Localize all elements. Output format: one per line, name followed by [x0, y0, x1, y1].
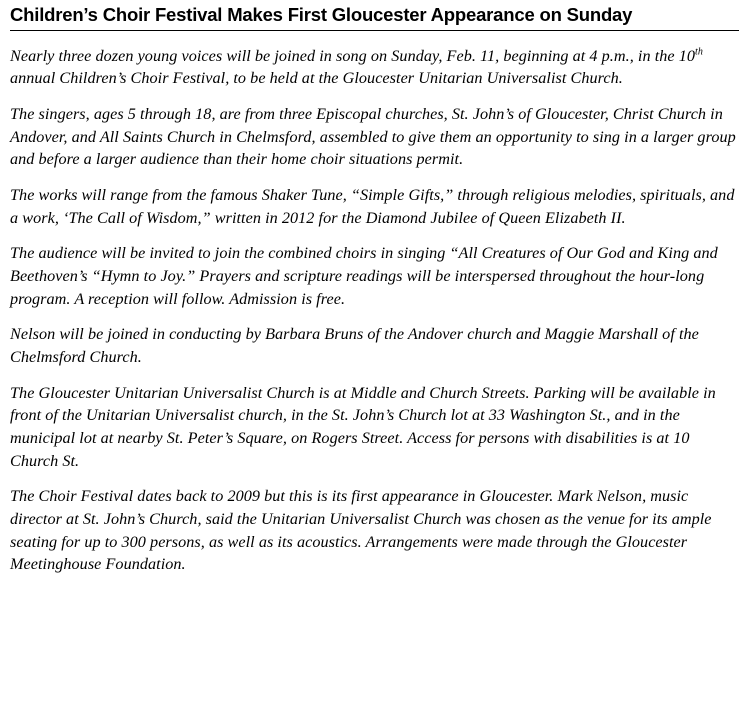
paragraph-5: Nelson will be joined in conducting by Barbara Bruns of the Andover church and Maggie Marshall of the Chelmsford Church. [10, 325, 699, 366]
paragraph-3: The works will range from the famous Shaker Tune, “Simple Gifts,” through religious melodies, spirituals, and a work, ‘The Call of Wisdom,” written in 2012 for the Diamond Jubilee of Queen Elizabeth II. [10, 185, 735, 227]
paragraph-1 [10, 45, 739, 90]
paragraph-4: The audience will be invited to join the combined choirs in singing “All Creatures of Our God and King and Beethoven’s “Hymn to Joy.” Prayers and scripture readings will be interspersed throughout the hour-long program. A reception will follow. Admission is free. [10, 244, 718, 308]
paragraph-7: The Choir Festival dates back to 2009 but this is its first appearance in Gloucester. Mark Nelson, music director at St. John’s Church, said the Unitarian Universalist Church was chosen as the venue for its ample seating for up to 300 persons, as well as its acoustics. Arrangements were made through the Gloucester Meetinghouse Foundation. [10, 487, 712, 574]
ordinal-suffix: th [695, 46, 703, 58]
paragraph-2: The singers, ages 5 through 18, are from three Episcopal churches, St. John’s of Gloucester, Christ Church in Andover, and All Saints Church in Chelmsford, assembled to give them an opportunity to sing in a larger group and before a larger audience than their home choir situations permit. [10, 104, 736, 169]
paragraph-1-part-1: Nearly three dozen young voices will be joined in song on Sunday, Feb. 11, beginning at 4 p.m., in the 10 [10, 46, 696, 65]
paragraph-1-part-2: annual Children’s Choir Festival, to be held at the Gloucester Unitarian Universalist Church. [10, 69, 623, 88]
paragraph-6: The Gloucester Unitarian Universalist Church is at Middle and Church Streets. Parking will be available in front of the Unitarian Universalist church, in the St. John’s Church lot at 33 Washington St., and in the municipal lot at nearby St. Peter’s Square, on Rogers Street. Access for persons with disabilities is at 10 Church St. [10, 383, 716, 470]
page-title: Children’s Choir Festival Makes First Gloucester Appearance on Sunday [10, 4, 739, 31]
